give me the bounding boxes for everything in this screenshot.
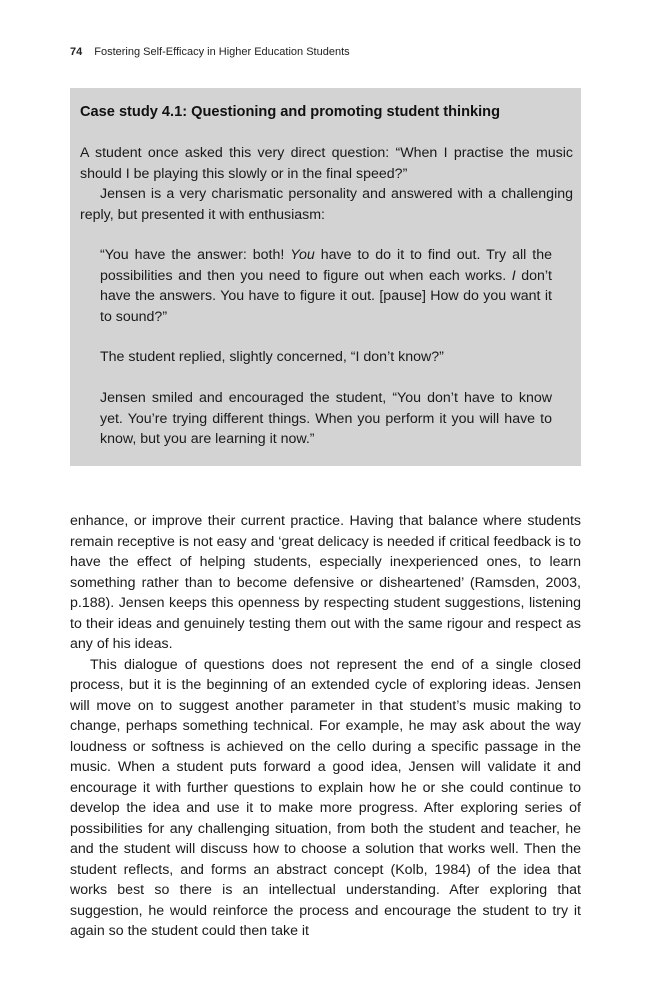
body-paragraph-2: This dialogue of questions does not represent the end of a single closed process, but it is the beginning of an extended cycle of exploring ideas. Jensen will move on to suggest another parameter in that student’s music making to change, perhaps something technical. For example, he may ask about the way loudness or softness is achieved on the cello during a specific passage in the music. When a student puts forward a good idea, Jensen will validate it and encourage it with further questions to explain how he or she could continue to develop the idea and use it to make more progress. After exploring series of possibilities for any challenging situation, from both the student and teacher, he and the student will discuss how to choose a solution that works well. Then the student reflects, and forms an abstract concept (Kolb, 1984) of the idea that works best so there is an intellectual understanding. After exploring that suggestion, he would reinforce the process and encourage the student to try it again so the student could then take it (70, 656, 581, 939)
running-title: Fostering Self-Efficacy in Higher Education Students (94, 46, 350, 58)
quote-1 (100, 245, 552, 327)
quote-1-emphasis-1: You (290, 247, 315, 263)
case-study-box (70, 88, 581, 466)
intro-paragraph-2: Jensen is a very charismatic personality and answered with a challenging reply, but presented it with enthusiasm: (80, 186, 573, 223)
quote-1-part-2: have to do it to find out. Try all the possibilities and then you need to figure out when each works. (100, 247, 552, 284)
quote-1-part-3: don’t have the answers. You have to figure it out. [pause] How do you want it to sound?” (100, 267, 552, 325)
quote-1-part-1: “You have the answer: both! (100, 247, 291, 263)
body-text (70, 511, 581, 942)
intro-paragraph-1: A student once asked this very direct question: “When I practise the music should I be playing this slowly or in the final speed?” (80, 145, 573, 182)
quote-3: Jensen smiled and encouraged the student, “You don’t have to know yet. You’re trying different things. When you perform it you will have to know, but you are learning it now.” (100, 390, 552, 447)
running-head (70, 45, 590, 59)
quote-2: The student replied, slightly concerned, “I don’t know?” (100, 349, 444, 365)
case-study-intro (80, 143, 573, 225)
body-paragraph-1: enhance, or improve their current practice. Having that balance where students remain receptive is not easy and ‘great delicacy is needed if critical feedback is to have the effect of helping students, especially inexperienced ones, to learn something rather than to become defensive or disheartened’ (Ramsden, 2003, p.188). Jensen keeps this openness by respecting student suggestions, listening to their ideas and genuinely testing them out with the same rigour and respect as any of his ideas. (70, 513, 582, 652)
case-study-title: Case study 4.1: Questioning and promoting student thinking (80, 104, 500, 120)
page-number: 74 (70, 46, 83, 58)
quote-1-emphasis-2: I (511, 267, 516, 284)
